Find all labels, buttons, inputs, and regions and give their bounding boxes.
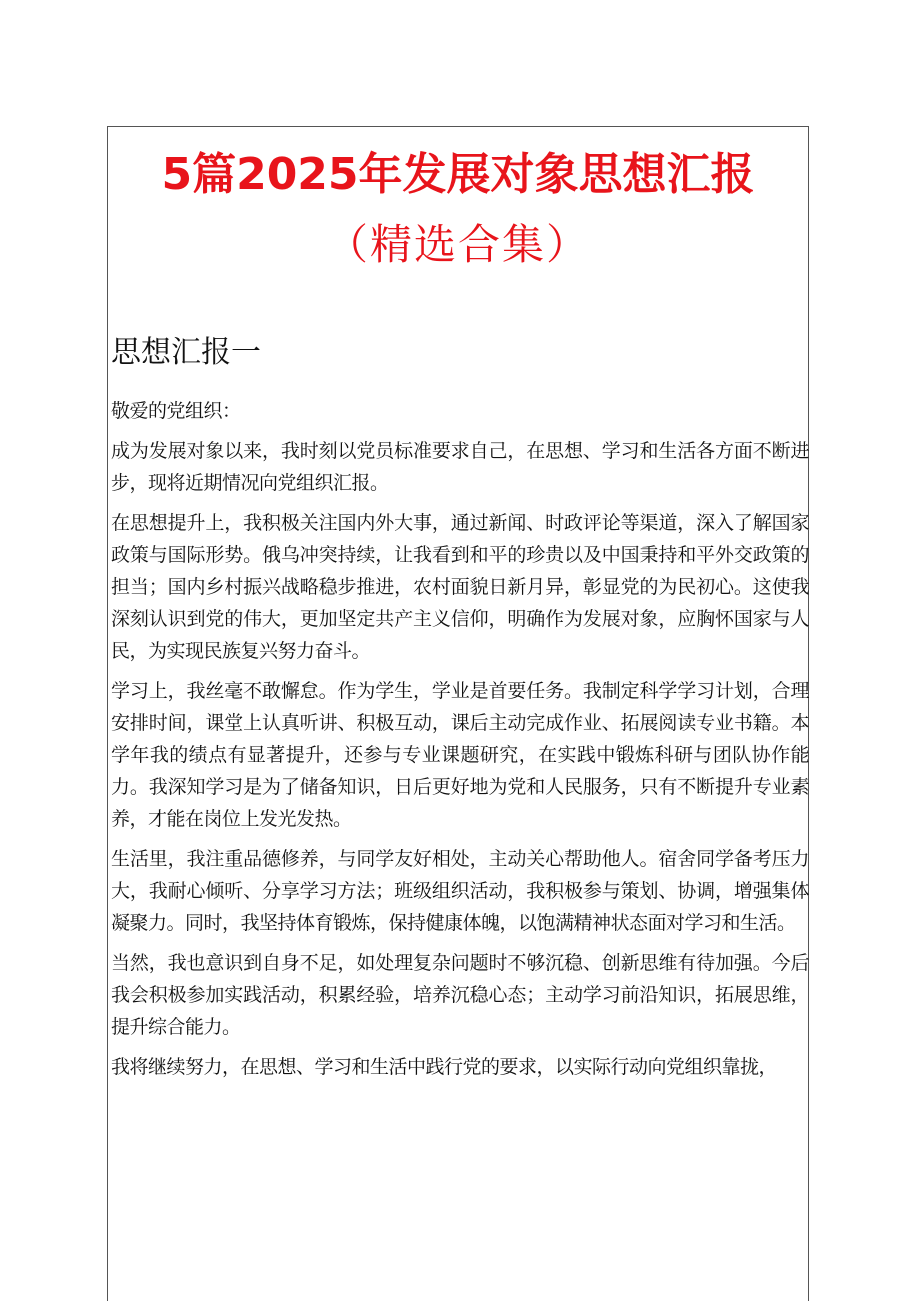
document-title [108,149,808,201]
paragraph-intro: 成为发展对象以来，我时刻以党员标准要求自己，在思想、学习和生活各方面不断进步，现将近期情况向党组织汇报。 [111,440,809,494]
title-text: 年发展对象思想汇报 [358,149,755,200]
title-measure-word: 篇 [192,149,237,200]
paragraph-thought: 在思想提升上，我积极关注国内外大事，通过新闻、时政评论等渠道，深入了解国家政策与国际形势。俄乌冲突持续，让我看到和平的珍贵以及中国秉持和平外交政策的担当；国内乡村振兴战略稳步推进，农村面貌日新月异，彰显党的为民初心。这使我深刻认识到党的伟大，更加坚定共产主义信仰，明确作为发展对象，应胸怀国家与人民，为实现民族复兴努力奋斗。 [111,512,809,662]
document-frame [107,126,809,1301]
title-number: 5 [161,149,193,200]
paragraph-life: 生活里，我注重品德修养，与同学友好相处，主动关心帮助他人。宿舍同学备考压力大，我耐心倾听、分享学习方法；班级组织活动，我积极参与策划、协调，增强集体凝聚力。同时，我坚持体育锻炼，保持健康体魄，以饱满精神状态面对学习和生活。 [111,848,809,934]
paragraph-study: 学习上，我丝毫不敢懈怠。作为学生，学业是首要任务。我制定科学学习计划，合理安排时间，课堂上认真听讲、积极互动，课后主动完成作业、拓展阅读专业书籍。本学年我的绩点有显著提升，还参与专业课题研究，在实践中锻炼科研与团队协作能力。我深知学习是为了储备知识，日后更好地为党和人民服务，只有不断提升专业素养，才能在岗位上发光发热。 [111,680,809,830]
document-subtitle: （精选合集） [325,220,590,269]
report-body [111,395,809,1091]
title-year: 2025 [236,149,359,200]
section-heading: 思想汇报一 [111,335,261,370]
greeting: 敬爱的党组织： [111,400,241,422]
paragraph-shortcomings: 当然，我也意识到自身不足，如处理复杂问题时不够沉稳、创新思维有待加强。今后我会积极参加实践活动，积累经验，培养沉稳心态；主动学习前沿知识，拓展思维，提升综合能力。 [111,952,809,1038]
paragraph-closing: 我将继续努力，在思想、学习和生活中践行党的要求，以实际行动向党组织靠拢， [111,1056,778,1078]
